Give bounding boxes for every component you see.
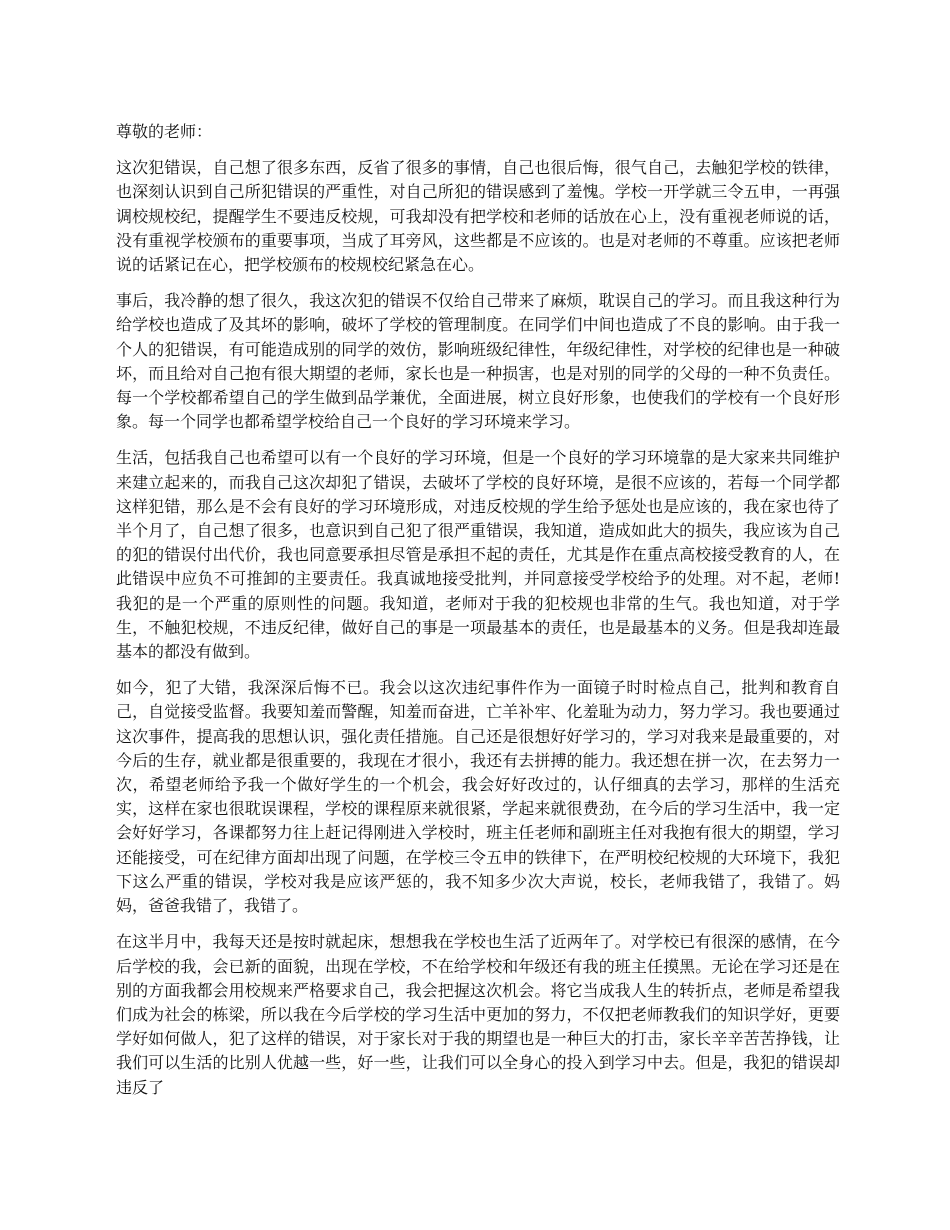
paragraph: 这次犯错误，自己想了很多东西，反省了很多的事情，自己也很后悔，很气自己，去触犯学校的铁律，也深刻认识到自己所犯错误的严重性，对自己所犯的错误感到了羞愧。学校一开学就三令五申，一再强调校规校纪，提醒学生不要违反校规，可我却没有把学校和老师的话放在心上，没有重视老师说的话，没有重视学校颁布的重要事项，当成了耳旁风，这些都是不应该的。也是对老师的不尊重。应该把老师说的话紧记在心，把学校颁布的校规校纪紧急在心。	[116, 158, 840, 275]
paragraph: 事后，我冷静的想了很久，我这次犯的错误不仅给自己带来了麻烦，耽误自己的学习。而且我这种行为给学校也造成了及其坏的影响，破坏了学校的管理制度。在同学们中间也造成了不良的影响。由于我一个人的犯错误，有可能造成别的同学的效仿，影响班级纪律性，年级纪律性，对学校的纪律也是一种破坏，而且给对自己抱有很大期望的老师，家长也是一种损害，也是对别的同学的父母的一种不负责任。每一个学校都希望自己的学生做到品学兼优，全面进展，树立良好形象，也使我们的学校有一个良好形象。每一个同学也都希望学校给自己一个良好的学习环境来学习。	[116, 291, 840, 432]
document-page	[116, 120, 840, 1112]
paragraph: 在这半月中，我每天还是按时就起床，想想我在学校也生活了近两年了。对学校已有很深的感情，在今后学校的我，会已新的面貌，出现在学校，不在给学校和年级还有我的班主任摸黑。无论在学习还是在别的方面我都会用校规来严格要求自己，我会把握这次机会。将它当成我人生的转折点，老师是希望我们成为社会的栋梁，所以我在今后学校的学习生活中更加的努力，不仅把老师教我们的知识学好，更要学好如何做人，犯了这样的错误，对于家长对于我的期望也是一种巨大的打击，家长辛辛苦苦挣钱，让我们可以生活的比别人优越一些，好一些，让我们可以全身心的投入到学习中去。但是，我犯的错误却违反了	[116, 932, 840, 1097]
paragraph: 生活，包括我自己也希望可以有一个良好的学习环境，但是一个良好的学习环境靠的是大家来共同维护来建立起来的，而我自己这次却犯了错误，去破坏了学校的良好环境，是很不应该的，若每一个同学都这样犯错，那么是不会有良好的学习环境形成，对违反校规的学生给予惩处也是应该的，我在家也待了半个月了，自己想了很多，也意识到自己犯了很严重错误，我知道，造成如此大的损失，我应该为自己的犯的错误付出代价，我也同意要承担尽管是承担不起的责任，尤其是作在重点高校接受教育的人，在此错误中应负不可推卸的主要责任。我真诚地接受批判，并同意接受学校给予的处理。对不起，老师!我犯的是一个严重的原则性的问题。我知道，老师对于我的犯校规也非常的生气。我也知道，对于学生，不触犯校规，不违反纪律，做好自己的事是一项最基本的责任，也是最基本的义务。但是我却连最基本的都没有做到。	[116, 448, 840, 662]
salutation: 尊敬的老师：	[116, 122, 213, 141]
paragraph: 如今，犯了大错，我深深后悔不已。我会以这次违纪事件作为一面镜子时时检点自己，批判和教育自己，自觉接受监督。我要知羞而警醒，知羞而奋进，亡羊补牢、化羞耻为动力，努力学习。我也要通过这次事件，提高我的思想认识，强化责任措施。自己还是很想好好学习的，学习对我来是最重要的，对今后的生存，就业都是很重要的，我现在才很小，我还有去拼搏的能力。我还想在拼一次，在去努力一次，希望老师给予我一个做好学生的一个机会，我会好好改过的，认仔细真的去学习，那样的生活充实，这样在家也很耽误课程，学校的课程原来就很紧，学起来就很费劲，在今后的学习生活中，我一定会好好学习，各课都努力往上赶记得刚进入学校时，班主任老师和副班主任对我抱有很大的期望，学习还能接受，可在纪律方面却出现了问题，在学校三令五申的铁律下，在严明校纪校规的大环境下，我犯下这么严重的错误，学校对我是应该严惩的，我不知多少次大声说，校长，老师我错了，我错了。妈妈，爸爸我错了，我错了。	[116, 678, 840, 916]
